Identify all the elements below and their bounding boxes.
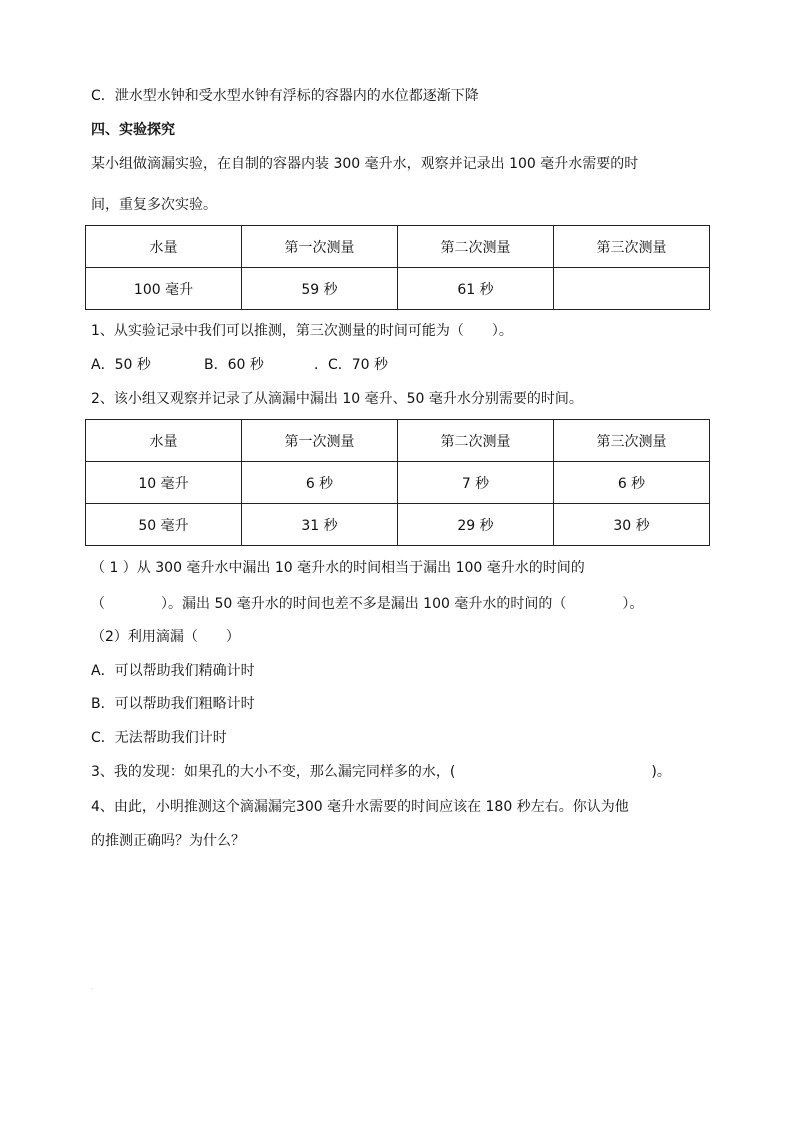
- question-2-2-option-a: A．可以帮助我们精确计时: [91, 663, 255, 679]
- measurement-table-10-50ml: [85, 419, 710, 546]
- previous-option-c: C．泄水型水钟和受水型水钟有浮标的容器内的水位都逐渐下降: [91, 88, 479, 104]
- table-header-cell: 第一次测量: [242, 226, 398, 268]
- question-4-line-1: 4、由此，小明推测这个滴漏漏完300 毫升水需要的时间应该在 180 秒左右。你认为他: [91, 799, 629, 815]
- intro-text-line-1: 某小组做滴漏实验，在自制的容器内装 300 毫升水，观察并记录出 100 毫升水需要的时: [91, 156, 639, 172]
- measurement-table-100ml: [85, 225, 710, 310]
- table-cell: 30 秒: [554, 504, 710, 546]
- table-header-cell: 水量: [86, 226, 242, 268]
- table-row: [86, 504, 710, 546]
- table-cell: 10 毫升: [86, 462, 242, 504]
- table-cell: 100 毫升: [86, 268, 242, 310]
- table-header-cell: 水量: [86, 420, 242, 462]
- table-cell: 59 秒: [242, 268, 398, 310]
- question-2: 2、该小组又观察并记录了从滴漏中漏出 10 毫升、50 毫升水分别需要的时间。: [91, 391, 583, 407]
- intro-text-line-2: 间，重复多次实验。: [91, 197, 217, 213]
- page-mark: .: [91, 984, 93, 991]
- option-a: A．50 秒: [91, 357, 151, 373]
- question-2-2: （2）利用滴漏（ ）: [91, 629, 240, 645]
- table-header-cell: 第三次测量: [554, 226, 710, 268]
- option-c: ．C．70 秒: [314, 357, 389, 373]
- table-cell-blank: [554, 268, 710, 310]
- table-cell: 6 秒: [242, 462, 398, 504]
- table-row: [86, 268, 710, 310]
- table-header-row: [86, 226, 710, 268]
- table-cell: 50 毫升: [86, 504, 242, 546]
- question-2-1-line-2: （ ）。漏出 50 毫升水的时间也差不多是漏出 100 毫升水的时间的（ ）。: [91, 596, 644, 612]
- table-row: [86, 462, 710, 504]
- question-2-1-line-1: （ 1 ）从 300 毫升水中漏出 10 毫升水的时间相当于漏出 100 毫升水的时间的: [91, 560, 585, 576]
- table-cell: 61 秒: [398, 268, 554, 310]
- table-header-cell: 第三次测量: [554, 420, 710, 462]
- table-cell: 31 秒: [242, 504, 398, 546]
- table-cell: 6 秒: [554, 462, 710, 504]
- table-cell: 7 秒: [398, 462, 554, 504]
- table-cell: 29 秒: [398, 504, 554, 546]
- question-2-2-option-b: B．可以帮助我们粗略计时: [91, 696, 255, 712]
- question-1: 1、从实验记录中我们可以推测，第三次测量的时间可能为（ ）。: [91, 323, 513, 339]
- question-1-options: [91, 355, 388, 375]
- table-header-cell: 第一次测量: [242, 420, 398, 462]
- table-header-cell: 第二次测量: [398, 226, 554, 268]
- question-3: 3、我的发现：如果孔的大小不变，那么漏完同样多的水，( )。: [91, 764, 671, 780]
- table-header-row: [86, 420, 710, 462]
- question-4-line-2: 的推测正确吗？为什么？: [91, 833, 245, 849]
- table-header-cell: 第二次测量: [398, 420, 554, 462]
- question-2-2-option-c: C．无法帮助我们计时: [91, 730, 227, 746]
- section-title: 四、实验探究: [91, 122, 175, 138]
- option-b: B．60 秒: [204, 357, 264, 373]
